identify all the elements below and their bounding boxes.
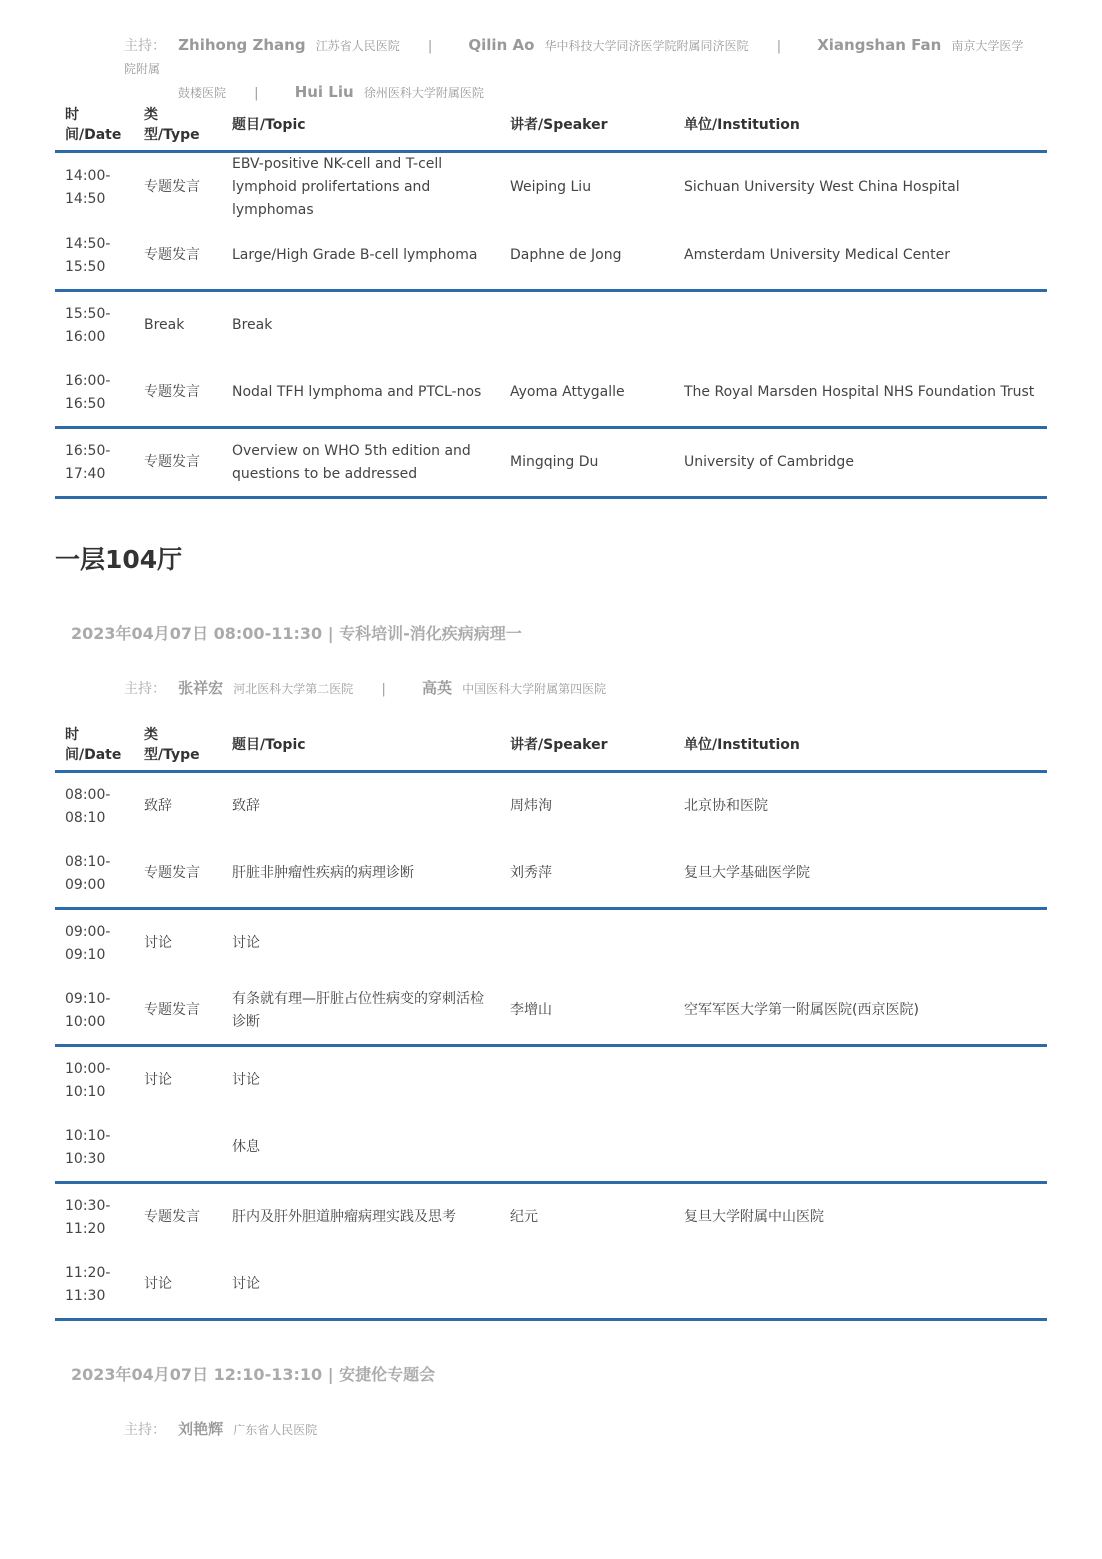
type-cell: 讨论 xyxy=(144,935,172,951)
host-separator: | xyxy=(254,86,259,101)
speaker-cell: 周炜洵 xyxy=(510,798,552,814)
topic-cell: 休息 xyxy=(222,1114,500,1183)
topic-cell: EBV-positive NK-cell and T-cell lymphoid prolifertations and lymphomas xyxy=(232,156,443,218)
time-end: 11:20 xyxy=(65,1220,106,1237)
topic-cell: 讨论 xyxy=(232,1072,260,1088)
time-cell xyxy=(55,909,134,978)
time-start: 10:30- xyxy=(65,1197,111,1214)
topic-cell: Overview on WHO 5th edition and questions to be addressed xyxy=(222,428,500,498)
institution-cell xyxy=(674,909,1047,978)
institution-cell: 复旦大学基础医学院 xyxy=(674,840,1047,909)
header-institution: 单位/Institution xyxy=(674,717,1047,772)
time-end: 10:30 xyxy=(65,1150,106,1167)
type-cell: 专题发言 xyxy=(144,1209,200,1225)
institution-cell: 复旦大学附属中山医院 xyxy=(684,1209,824,1225)
time-cell xyxy=(55,772,134,841)
time-start: 14:50- xyxy=(65,235,111,252)
time-start: 09:10- xyxy=(65,990,111,1007)
host-name: Hui Liu xyxy=(294,83,354,101)
type-cell: 专题发言 xyxy=(134,840,222,909)
table-row xyxy=(55,222,1047,291)
time-cell xyxy=(55,291,134,360)
time-start: 11:20- xyxy=(65,1264,111,1281)
topic-cell: 讨论 xyxy=(232,935,260,951)
time-end: 14:50 xyxy=(65,190,106,207)
time-start: 16:00- xyxy=(65,372,111,389)
time-end: 09:10 xyxy=(65,946,106,963)
time-cell xyxy=(55,1046,134,1115)
institution-cell xyxy=(674,1114,1047,1183)
header-topic: 题目/Topic xyxy=(222,97,500,152)
header-time: 时间/Date xyxy=(55,97,134,152)
topic-cell: 讨论 xyxy=(222,1251,500,1320)
host-institution: 鼓楼医院 xyxy=(178,86,227,100)
host-institution: 徐州医科大学附属医院 xyxy=(363,86,484,100)
speaker-cell: Ayoma Attygalle xyxy=(500,359,674,428)
table-row xyxy=(55,291,1047,360)
time-start: 08:00- xyxy=(65,786,111,803)
host-label: 主持： xyxy=(124,38,166,54)
topic-cell: 肝脏非肿瘤性疾病的病理诊断 xyxy=(222,840,500,909)
host-label: 主持： xyxy=(124,1422,166,1438)
speaker-cell: 李增山 xyxy=(500,977,674,1046)
type-cell: 专题发言 xyxy=(134,359,222,428)
host-institution: 广东省人民医院 xyxy=(233,1423,318,1437)
type-cell xyxy=(134,1114,222,1183)
table-row xyxy=(55,977,1047,1046)
time-start: 16:50- xyxy=(65,442,111,459)
table-row xyxy=(55,840,1047,909)
host-line xyxy=(124,677,1024,701)
host-name: Xiangshan Fan xyxy=(817,36,942,54)
time-end: 10:00 xyxy=(65,1013,106,1030)
session-title: 2023年04月07日 12:10-13:10 | 安捷伦专题会 xyxy=(71,1365,436,1384)
speaker-cell: Daphne de Jong xyxy=(500,222,674,291)
type-cell: 专题发言 xyxy=(134,977,222,1046)
table-header-row xyxy=(55,97,1047,152)
topic-cell: 有条就有理—肝脏占位性病变的穿刺活检诊断 xyxy=(222,977,500,1046)
time-cell xyxy=(55,977,134,1046)
header-type: 类型/Type xyxy=(134,97,222,152)
time-start: 10:00- xyxy=(65,1060,111,1077)
speaker-cell: 刘秀萍 xyxy=(500,840,674,909)
time-end: 10:10 xyxy=(65,1083,106,1100)
type-cell: 致辞 xyxy=(144,798,172,814)
table-row xyxy=(55,1251,1047,1320)
topic-cell: 肝内及肝外胆道肿瘤病理实践及思考 xyxy=(232,1209,456,1225)
host-name: 高英 xyxy=(421,679,452,697)
header-type: 类型/Type xyxy=(134,717,222,772)
host-label: 主持： xyxy=(124,681,166,697)
type-cell: 专题发言 xyxy=(134,222,222,291)
time-end: 16:50 xyxy=(65,395,106,412)
institution-cell xyxy=(674,1046,1047,1115)
type-cell: 讨论 xyxy=(144,1072,172,1088)
topic-cell: Nodal TFH lymphoma and PTCL-nos xyxy=(222,359,500,428)
table-row xyxy=(55,1114,1047,1183)
host-institution: 江苏省人民医院 xyxy=(315,39,400,53)
host-institution: 河北医科大学第二医院 xyxy=(233,682,354,696)
table-row xyxy=(55,909,1047,978)
table-row xyxy=(55,772,1047,841)
institution-cell: 空军军医大学第一附属医院(西京医院) xyxy=(674,977,1047,1046)
institution-cell: Amsterdam University Medical Center xyxy=(674,222,1047,291)
time-end: 15:50 xyxy=(65,258,106,275)
time-end: 16:00 xyxy=(65,328,106,345)
header-speaker: 讲者/Speaker xyxy=(500,97,674,152)
table-row xyxy=(55,152,1047,223)
header-speaker: 讲者/Speaker xyxy=(500,717,674,772)
time-cell xyxy=(55,1251,134,1320)
session-title: 2023年04月07日 08:00-11:30 | 专科培训-消化疾病病理一 xyxy=(71,624,522,643)
institution-cell: 北京协和医院 xyxy=(684,798,768,814)
type-cell: Break xyxy=(144,317,185,333)
host-separator: | xyxy=(427,39,433,54)
topic-cell: Large/High Grade B-cell lymphoma xyxy=(222,222,500,291)
time-end: 17:40 xyxy=(65,465,106,482)
institution-cell xyxy=(674,291,1047,360)
type-cell: 讨论 xyxy=(134,1251,222,1320)
time-cell xyxy=(55,1183,134,1252)
speaker-cell xyxy=(500,1251,674,1320)
speaker-cell xyxy=(500,1046,674,1115)
time-cell xyxy=(55,222,134,291)
time-start: 09:00- xyxy=(65,923,111,940)
speaker-cell xyxy=(500,291,674,360)
host-name: Zhihong Zhang xyxy=(178,36,306,54)
speaker-cell: 纪元 xyxy=(510,1209,538,1225)
table-row xyxy=(55,1046,1047,1115)
host-name: Qilin Ao xyxy=(468,36,535,54)
speaker-cell: Weiping Liu xyxy=(510,179,592,195)
time-end: 11:30 xyxy=(65,1287,106,1304)
table-row xyxy=(55,359,1047,428)
time-cell xyxy=(55,359,134,428)
time-start: 15:50- xyxy=(65,305,111,322)
host-name: 张祥宏 xyxy=(178,679,224,697)
host-separator: | xyxy=(381,682,386,697)
schedule-table xyxy=(55,97,1047,499)
host-separator: | xyxy=(776,39,782,54)
host-name: 刘艳辉 xyxy=(178,1420,224,1438)
header-time: 时间/Date xyxy=(55,717,134,772)
host-line xyxy=(124,1418,1024,1442)
institution-cell: Sichuan University West China Hospital xyxy=(684,179,960,195)
time-start: 10:10- xyxy=(65,1127,111,1144)
host-institution: 华中科技大学同济医学院附属同济医院 xyxy=(544,39,749,53)
type-cell: 专题发言 xyxy=(134,428,222,498)
institution-cell: The Royal Marsden Hospital NHS Foundation Trust xyxy=(674,359,1047,428)
time-start: 14:00- xyxy=(65,167,111,184)
speaker-cell: Mingqing Du xyxy=(500,428,674,498)
topic-cell: Break xyxy=(232,317,273,333)
table-header-row xyxy=(55,717,1047,772)
host-institution: 中国医科大学附属第四医院 xyxy=(462,682,607,696)
time-end: 08:10 xyxy=(65,809,106,826)
time-end: 09:00 xyxy=(65,876,106,893)
header-institution: 单位/Institution xyxy=(674,97,1047,152)
institution-cell: University of Cambridge xyxy=(674,428,1047,498)
institution-cell xyxy=(674,1251,1047,1320)
host-institution: 南京大学医学院附属 xyxy=(124,39,1024,76)
speaker-cell xyxy=(500,1114,674,1183)
header-topic: 题目/Topic xyxy=(222,717,500,772)
time-cell xyxy=(55,428,134,498)
table-row xyxy=(55,1183,1047,1252)
topic-cell: 致辞 xyxy=(232,798,260,814)
table-row xyxy=(55,428,1047,498)
speaker-cell xyxy=(500,909,674,978)
time-start: 08:10- xyxy=(65,853,111,870)
time-cell xyxy=(55,840,134,909)
hall-title: 一层104厅 xyxy=(55,545,183,574)
type-cell: 专题发言 xyxy=(144,179,200,195)
schedule-table xyxy=(55,717,1047,1321)
time-cell xyxy=(55,1114,134,1183)
time-cell xyxy=(55,152,134,223)
host-line xyxy=(124,34,1024,105)
